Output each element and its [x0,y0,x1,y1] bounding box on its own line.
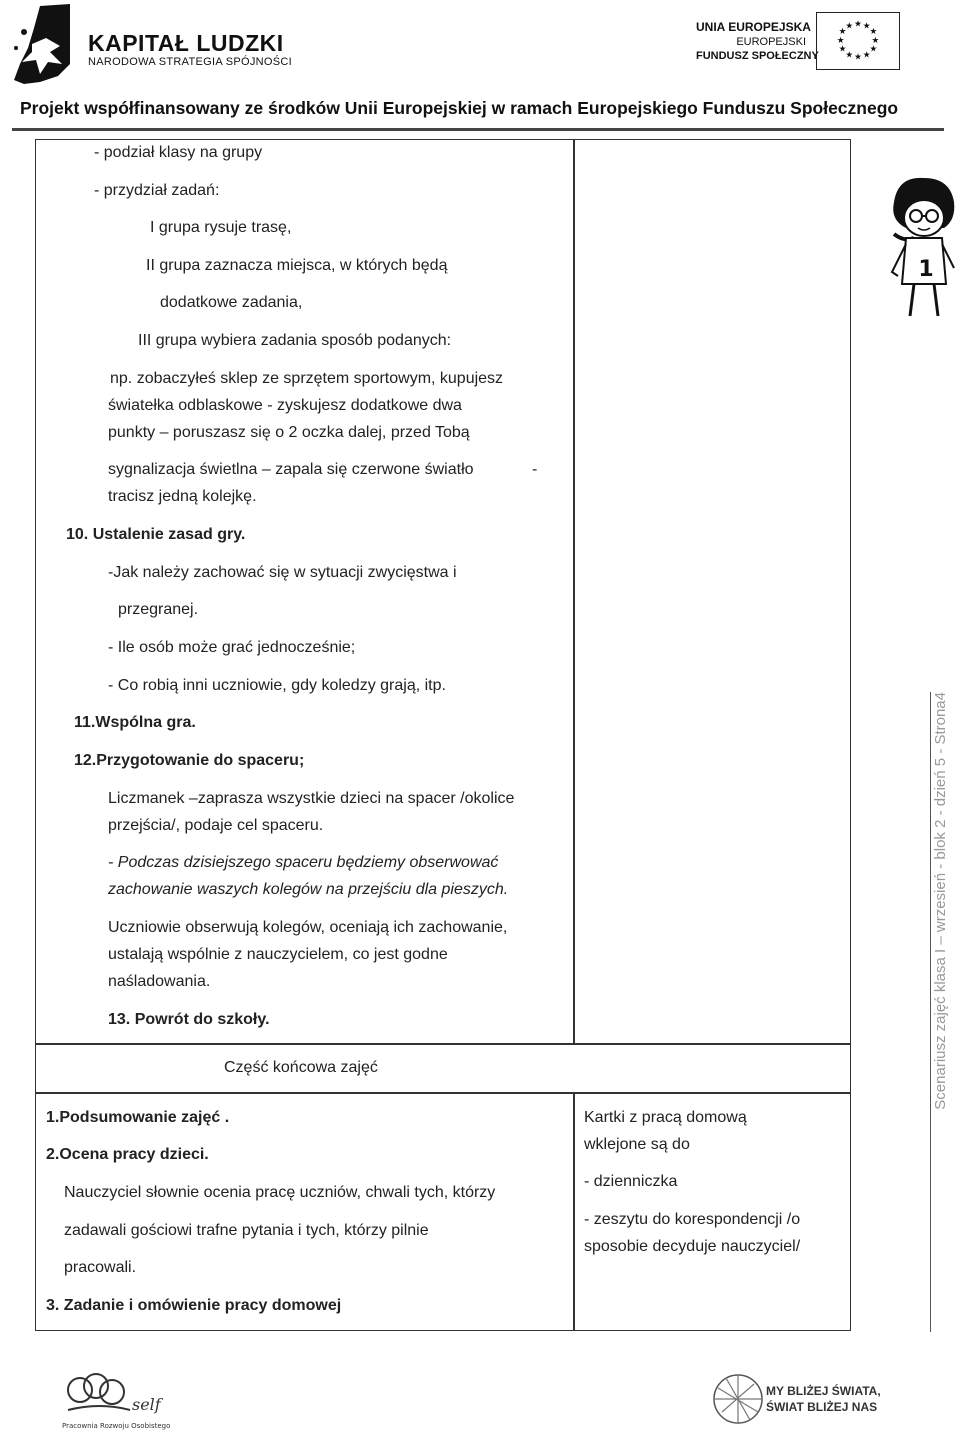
table-column-divider [573,139,575,1044]
text-line: sygnalizacja świetlna – zapala się czerwone światło [108,461,474,478]
svg-text:★: ★ [871,35,880,46]
svg-text:★: ★ [854,19,862,30]
svg-text:★: ★ [854,52,862,63]
text-line: - Co robią inni uczniowie, gdy koledzy grają, itp. [108,677,446,694]
header-divider [12,128,944,131]
svg-text:★: ★ [838,27,847,38]
text-line: - [532,461,538,478]
campaign-line1: MY BLIŻEJ ŚWIATA, [766,1384,881,1398]
svg-text:★: ★ [869,27,878,38]
self-logo-icon [60,1366,170,1432]
step-heading: 2.Ocena pracy dzieci. [46,1146,209,1163]
svg-text:★: ★ [836,35,845,46]
side-caption [922,692,952,1332]
eu-label-line2: EUROPEJSKI [736,36,806,48]
notes-line: - dzienniczka [584,1173,678,1190]
text-line: przejścia/, podaje cel spaceru. [108,817,324,834]
text-line: zadawali gościowi trafne pytania i tych, którzy pilnie [64,1222,429,1239]
text-line: Liczmanek –zaprasza wszystkie dzieci na spacer /okolice [108,790,515,807]
table-column-divider [573,1092,575,1331]
text-line: światełka odblaskowe - zyskujesz dodatkowe dwa [108,397,462,414]
notes-line: sposobie decyduje nauczyciel/ [584,1238,801,1255]
mascot-number: 1 [918,257,934,282]
step-heading: 3. Zadanie i omówienie pracy domowej [46,1297,342,1314]
notes-line: - zeszytu do korespondencji /o [584,1211,801,1228]
text-line: pracowali. [64,1259,137,1276]
svg-text:★: ★ [845,21,854,32]
text-line: punkty – poruszasz się o 2 oczka dalej, przed Tobą [108,424,470,441]
table-row-divider [35,1092,851,1094]
logo-subtitle: NARODOWA STRATEGIA SPÓJNOŚCI [88,56,292,68]
text-line: II grupa zaznacza miejsca, w których będą [146,257,448,274]
text-line: ustalają wspólnie z nauczycielem, co jest godne [108,946,448,963]
text-line: III grupa wybiera zadania sposób podanych: [138,332,452,349]
notes-line: wklejone są do [584,1136,690,1153]
side-caption-text: Scenariusz zajęć klasa I – wrzesień - blok 2 - dzień 5 - Strona4 [932,692,949,1110]
text-line: Nauczyciel słownie ocenia pracę uczniów, chwali tych, którzy [64,1184,496,1201]
step-heading: 13. Powrót do szkoły. [108,1011,270,1028]
globe-icon [708,1368,768,1430]
text-line: - przydział zadań: [94,182,220,199]
step-heading: 11.Wspólna gra. [74,714,196,731]
text-line-italic: zachowanie waszych kolegów na przejściu dla pieszych. [108,881,509,898]
text-line: przegranej. [118,601,199,618]
text-line: dodatkowe zadania, [160,294,303,311]
text-line: tracisz jedną kolejkę. [108,488,257,505]
svg-text:★: ★ [845,50,854,61]
text-line: naśladowania. [108,973,211,990]
project-banner: Projekt współfinansowany ze środków Unii Europejskiej w ramach Europejskiego Funduszu Społecznego [20,98,899,118]
self-logo-text: self [132,1395,161,1414]
text-line: - podział klasy na grupy [94,144,263,161]
step-heading: 1.Podsumowanie zajęć . [46,1109,230,1126]
text-line: - Ile osób może grać jednocześnie; [108,639,356,656]
section-title: Część końcowa zajęć [224,1059,378,1076]
text-line: I grupa rysuje trasę, [150,219,292,236]
eu-flag-icon [816,12,900,70]
svg-text:★: ★ [869,44,878,55]
svg-text:★: ★ [862,50,871,61]
kapital-ludzki-logo-icon [10,4,72,86]
text-line: Uczniowie obserwują kolegów, oceniają ich zachowanie, [108,919,508,936]
step-heading: 12.Przygotowanie do spaceru; [74,752,305,769]
self-caption: Pracownia Rozwoju Osobistego [62,1422,170,1430]
svg-text:★: ★ [838,44,847,55]
table-row-divider [35,1043,851,1045]
eu-label-line3: FUNDUSZ SPOŁECZNY [696,50,819,62]
svg-text:★: ★ [862,21,871,32]
step-heading: 10. Ustalenie zasad gry. [66,526,246,543]
text-line: np. zobaczyłeś sklep ze sprzętem sportowym, kupujesz [110,370,504,387]
text-line-italic: - Podczas dzisiejszego spaceru będziemy obserwować [108,854,499,871]
eu-label-line1: UNIA EUROPEJSKA [696,20,811,34]
campaign-line2: ŚWIAT BLIŻEJ NAS [766,1400,878,1414]
student-mascot-icon [884,172,958,322]
text-line: -Jak należy zachować się w sytuacji zwycięstwa i [108,564,457,581]
notes-line: Kartki z pracą domową [584,1109,747,1126]
logo-title: KAPITAŁ LUDZKI [88,30,284,56]
